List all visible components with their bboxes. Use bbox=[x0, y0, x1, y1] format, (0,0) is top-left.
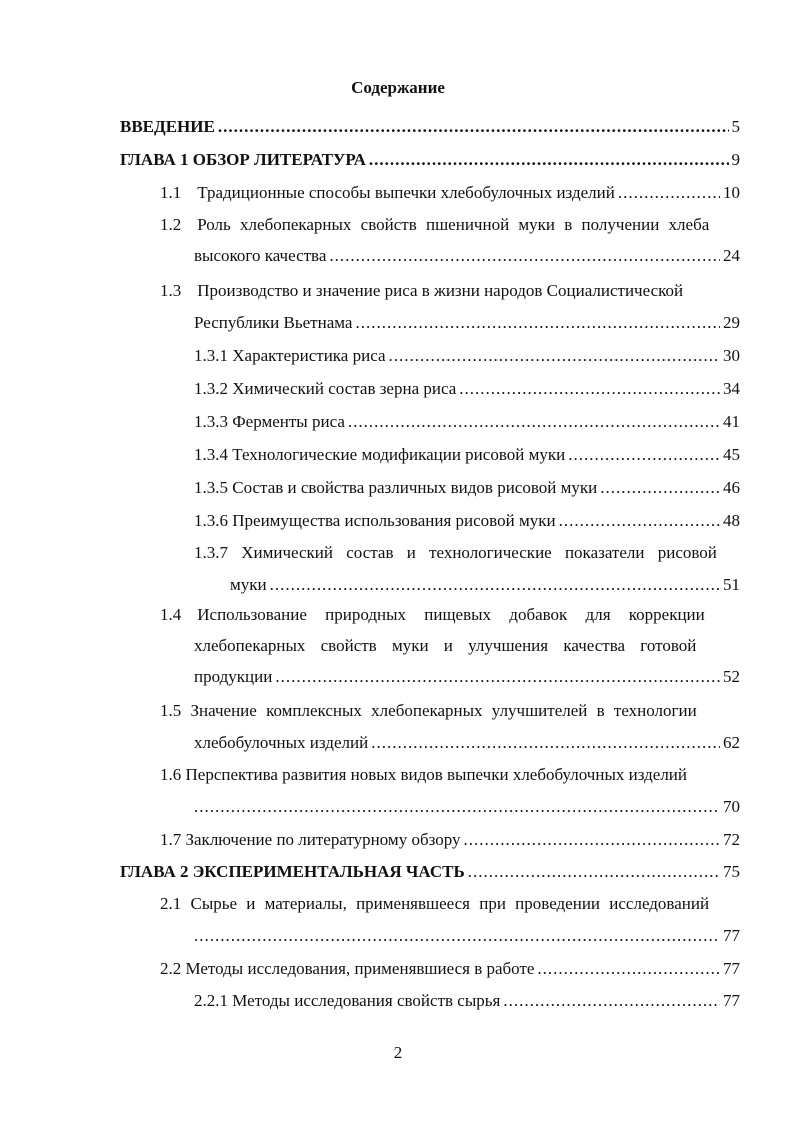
toc-page: 24 bbox=[723, 246, 740, 265]
dot-leader bbox=[194, 926, 720, 946]
toc-label: 1.3.3 Ферменты риса bbox=[194, 412, 345, 431]
toc-label: 1.3.5 Состав и свойства различных видов рисовой муки bbox=[194, 478, 598, 497]
toc-label: хлебопекарных свойств муки и улучшения качества готовой bbox=[194, 636, 697, 655]
toc-label: ВВЕДЕНИЕ bbox=[120, 117, 215, 136]
toc-page: 75 bbox=[723, 862, 740, 881]
toc-entry-1-7[interactable] bbox=[160, 830, 740, 850]
toc-entry-chapter-2[interactable] bbox=[120, 862, 740, 882]
toc-number: 1.1 bbox=[160, 183, 182, 202]
toc-entry-1-3-line1[interactable] bbox=[160, 281, 740, 301]
toc-page: 51 bbox=[723, 575, 740, 594]
dot-leader bbox=[371, 733, 720, 753]
toc-label: высокого качества bbox=[194, 246, 327, 265]
toc-page: 9 bbox=[731, 150, 740, 169]
toc-entry-1-6-line2[interactable] bbox=[194, 797, 740, 817]
dot-leader bbox=[270, 575, 720, 595]
dot-leader bbox=[468, 862, 720, 882]
toc-page: 10 bbox=[723, 183, 740, 202]
toc-page: 30 bbox=[723, 346, 740, 365]
dot-leader bbox=[389, 346, 721, 366]
toc-page: 72 bbox=[723, 830, 740, 849]
toc-label: Традиционные способы выпечки хлебобулочных изделий bbox=[197, 183, 615, 202]
dot-leader bbox=[348, 412, 720, 432]
toc-entry-1-3-4[interactable] bbox=[194, 445, 740, 465]
toc-entry-1-3-line2[interactable] bbox=[194, 313, 740, 333]
toc-page: 70 bbox=[723, 797, 740, 816]
dot-leader bbox=[275, 667, 720, 687]
toc-label: Республики Вьетнама bbox=[194, 313, 353, 332]
toc-entry-intro[interactable] bbox=[120, 117, 740, 137]
toc-entry-1-3-3[interactable] bbox=[194, 412, 740, 432]
toc-label: 1.5 Значение комплексных хлебопекарных улучшителей в технологии bbox=[160, 701, 697, 720]
toc-entry-1-3-5[interactable] bbox=[194, 478, 740, 498]
dot-leader bbox=[218, 117, 729, 137]
toc-page: 77 bbox=[723, 991, 740, 1010]
toc-entry-1-4-line1[interactable] bbox=[160, 605, 740, 625]
toc-label: 1.3.4 Технологические модификации рисовой муки bbox=[194, 445, 566, 464]
toc-label: 1.3.1 Характеристика риса bbox=[194, 346, 386, 365]
toc-label: 1.3.6 Преимущества использования рисовой муки bbox=[194, 511, 556, 530]
toc-label: 1.6 Перспектива развития новых видов выпечки хлебобулочных изделий bbox=[160, 765, 687, 784]
dot-leader bbox=[459, 379, 720, 399]
toc-label: Использование природных пищевых добавок для коррекции bbox=[197, 605, 705, 624]
toc-label: 2.1 Сырье и материалы, применявшееся при проведении исследований bbox=[160, 894, 710, 913]
toc-entry-1-3-1[interactable] bbox=[194, 346, 740, 366]
toc-page: 77 bbox=[723, 926, 740, 945]
toc-label: 1.7 Заключение по литературному обзору bbox=[160, 830, 461, 849]
toc-page: 5 bbox=[731, 117, 740, 136]
toc-title: Содержание bbox=[351, 78, 445, 97]
toc-label: хлебобулочных изделий bbox=[194, 733, 369, 752]
page-number: 2 bbox=[393, 1043, 403, 1062]
toc-entry-1-4-line2[interactable] bbox=[194, 636, 740, 656]
toc-page: 62 bbox=[723, 733, 740, 752]
dot-leader bbox=[600, 478, 720, 498]
toc-page: 46 bbox=[723, 478, 740, 497]
toc-entry-1-4-line3[interactable] bbox=[194, 667, 740, 687]
toc-entry-2-2-1[interactable] bbox=[194, 991, 740, 1011]
toc-label: 1.3.7 Химический состав и технологические показатели рисовой bbox=[194, 543, 717, 562]
toc-entry-1-6-line1[interactable] bbox=[160, 765, 740, 785]
toc-label: 1.3.2 Химический состав зерна риса bbox=[194, 379, 457, 398]
toc-label: ГЛАВА 2 ЭКСПЕРИМЕНТАЛЬНАЯ ЧАСТЬ bbox=[120, 862, 465, 881]
toc-entry-chapter-1[interactable] bbox=[120, 150, 740, 170]
toc-entry-1-5-line1[interactable] bbox=[160, 701, 740, 721]
dot-leader bbox=[194, 797, 720, 817]
dot-leader bbox=[537, 959, 720, 979]
dot-leader bbox=[559, 511, 720, 531]
dot-leader bbox=[568, 445, 720, 465]
toc-entry-1-1[interactable] bbox=[160, 183, 740, 203]
toc-page: 41 bbox=[723, 412, 740, 431]
toc-page: 34 bbox=[723, 379, 740, 398]
dot-leader bbox=[503, 991, 720, 1011]
dot-leader bbox=[329, 246, 720, 266]
toc-label: Производство и значение риса в жизни народов Социалистической bbox=[197, 281, 684, 300]
toc-entry-1-3-6[interactable] bbox=[194, 511, 740, 531]
toc-label: 2.2.1 Методы исследования свойств сырья bbox=[194, 991, 501, 1010]
toc-label: Роль хлебопекарных свойств пшеничной муки в получении хлеба bbox=[197, 215, 710, 234]
toc-page: 29 bbox=[723, 313, 740, 332]
toc-entry-1-3-2[interactable] bbox=[194, 379, 740, 399]
toc-number: 1.3 bbox=[160, 281, 182, 300]
dot-leader bbox=[618, 183, 720, 203]
toc-label: муки bbox=[230, 575, 267, 594]
toc-label: ГЛАВА 1 ОБЗОР ЛИТЕРАТУРА bbox=[120, 150, 366, 169]
toc-entry-1-5-line2[interactable] bbox=[194, 733, 740, 753]
toc-label: 2.2 Методы исследования, применявшиеся в работе bbox=[160, 959, 535, 978]
toc-entry-2-1-line1[interactable] bbox=[160, 894, 740, 914]
dot-leader bbox=[369, 150, 729, 170]
toc-page: 52 bbox=[723, 667, 740, 686]
toc-page: 48 bbox=[723, 511, 740, 530]
toc-number: 1.2 bbox=[160, 215, 182, 234]
toc-entry-2-2[interactable] bbox=[160, 959, 740, 979]
toc-entry-2-1-line2[interactable] bbox=[194, 926, 740, 946]
toc-label: продукции bbox=[194, 667, 273, 686]
dot-leader bbox=[355, 313, 720, 333]
toc-entry-1-3-7-line1[interactable] bbox=[194, 543, 740, 563]
toc-entry-1-2-line1[interactable] bbox=[160, 215, 740, 235]
toc-number: 1.4 bbox=[160, 605, 182, 624]
dot-leader bbox=[463, 830, 720, 850]
toc-page: 45 bbox=[723, 445, 740, 464]
toc-page: 77 bbox=[723, 959, 740, 978]
toc-entry-1-2-line2[interactable] bbox=[194, 246, 740, 266]
toc-entry-1-3-7-line2[interactable] bbox=[230, 575, 740, 595]
